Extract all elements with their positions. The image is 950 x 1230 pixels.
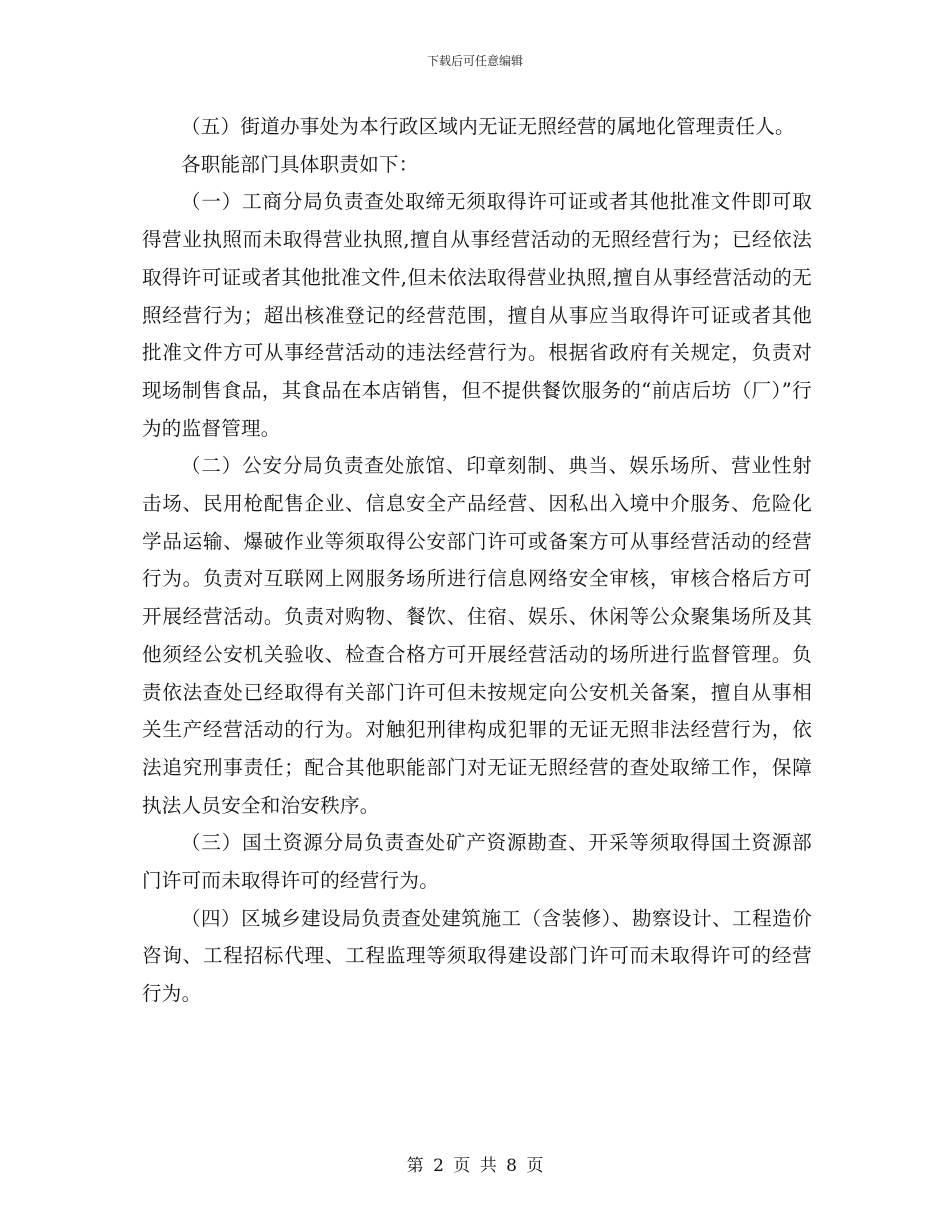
paragraph-commerce-bureau: （一）工商分局负责查处取缔无须取得许可证或者其他批准文件即可取得营业执照而未取得营业执照,擅自从事经营活动的无照经营行为；已经依法取得许可证或者其他批准文件,但未依法取得营业执照,擅自从事经营活动的无照经营行为；超出核准登记的经营范围，擅自从事应当取得许可证或者其他批准文件方可从事经营活动的违法经营行为。根据省政府有关规定，负责对现场制售食品，其食品在本店销售，但不提供餐饮服务的“前店后坊（厂）”行为的监督管理。 [142, 190, 812, 440]
paragraph-land-resources: （三）国土资源分局负责查处矿产资源勘查、开采等须取得国土资源部门许可而未取得许可的经营行为。 [142, 831, 812, 893]
paragraph-street-office: （五）街道办事处为本行政区域内无证无照经营的属地化管理责任人。 [181, 115, 795, 138]
paragraph-public-security: （二）公安分局负责查处旅馆、印章刻制、典当、娱乐场所、营业性射击场、民用枪配售企业、信息安全产品经营、因私出入境中介服务、危险化学品运输、爆破作业等须取得公安部门许可或备案方可从事经营活动的经营行为。负责对互联网上网服务场所进行信息网络安全审核，审核合格后方可开展经营活动。负责对购物、餐饮、住宿、娱乐、休闲等公众聚集场所及其他须经公安机关验收、检查合格方可开展经营活动的场所进行监督管理。负责依法查处已经取得有关部门许可但未按规定向公安机关备案，擅自从事相关生产经营活动的行为。对触犯刑律构成犯罪的无证无照非法经营行为，依法追究刑事责任；配合其他职能部门对无证无照经营的查处取缔工作，保障执法人员安全和治安秩序。 [142, 454, 812, 817]
paragraph-duties-intro: 各职能部门具体职责如下： [181, 152, 419, 176]
page-header: 下载后可任意编辑 [426, 54, 523, 68]
document-body [142, 108, 812, 1013]
paragraph-urban-rural-construction: （四）区城乡建设局负责查处建筑施工（含装修）、勘察设计、工程造价咨询、工程招标代理、工程监理等须取得建设部门许可而未取得许可的经营行为。 [142, 906, 812, 1006]
page-number: 第 2 页 共 8 页 [406, 1156, 544, 1176]
